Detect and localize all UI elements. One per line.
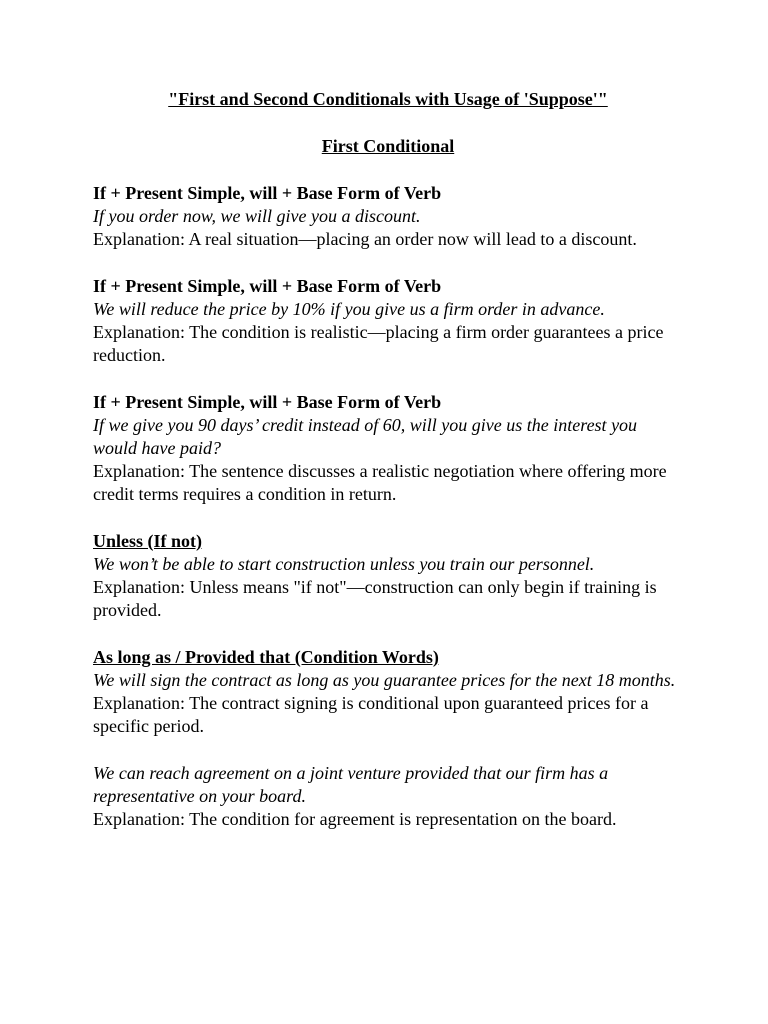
example-block-unless: [93, 530, 683, 622]
example-block-1: [93, 182, 683, 251]
example-block-as-long-as: [93, 646, 683, 738]
example-sentence: We will sign the contract as long as you guarantee prices for the next 18 months.: [93, 670, 676, 690]
explanation-text: Explanation: Unless means "if not"—construction can only begin if training is provided.: [93, 577, 657, 620]
example-sentence: We can reach agreement on a joint venture provided that our firm has a representative on your board.: [93, 763, 609, 806]
section-title-first-conditional: First Conditional: [321, 136, 455, 156]
explanation-text: Explanation: The condition for agreement is representation on the board.: [93, 809, 617, 829]
explanation-text: Explanation: The condition is realistic—placing a firm order guarantees a price reduction.: [93, 322, 664, 365]
example-block-2: [93, 275, 683, 367]
example-sentence: We will reduce the price by 10% if you give us a firm order in advance.: [93, 299, 605, 319]
explanation-text: Explanation: The sentence discusses a realistic negotiation where offering more credit terms requires a condition in return.: [93, 461, 667, 504]
example-sentence: If we give you 90 days’ credit instead of 60, will you give us the interest you would have paid?: [93, 415, 638, 458]
document-page: [93, 88, 683, 855]
block-heading: If + Present Simple, will + Base Form of Verb: [93, 392, 442, 412]
block-heading: If + Present Simple, will + Base Form of Verb: [93, 183, 442, 203]
explanation-text: Explanation: The contract signing is conditional upon guaranteed prices for a specific period.: [93, 693, 649, 736]
block-heading-as-long-as: As long as / Provided that (Condition Words): [93, 647, 439, 667]
example-sentence: We won’t be able to start construction unless you train our personnel.: [93, 554, 595, 574]
block-heading: If + Present Simple, will + Base Form of Verb: [93, 276, 442, 296]
example-block-3: [93, 391, 683, 506]
document-title: "First and Second Conditionals with Usage of 'Suppose'": [168, 89, 608, 109]
explanation-text: Explanation: A real situation—placing an order now will lead to a discount.: [93, 229, 637, 249]
example-block-provided-that: [93, 762, 683, 831]
example-sentence: If you order now, we will give you a discount.: [93, 206, 421, 226]
block-heading-unless: Unless (If not): [93, 531, 203, 551]
